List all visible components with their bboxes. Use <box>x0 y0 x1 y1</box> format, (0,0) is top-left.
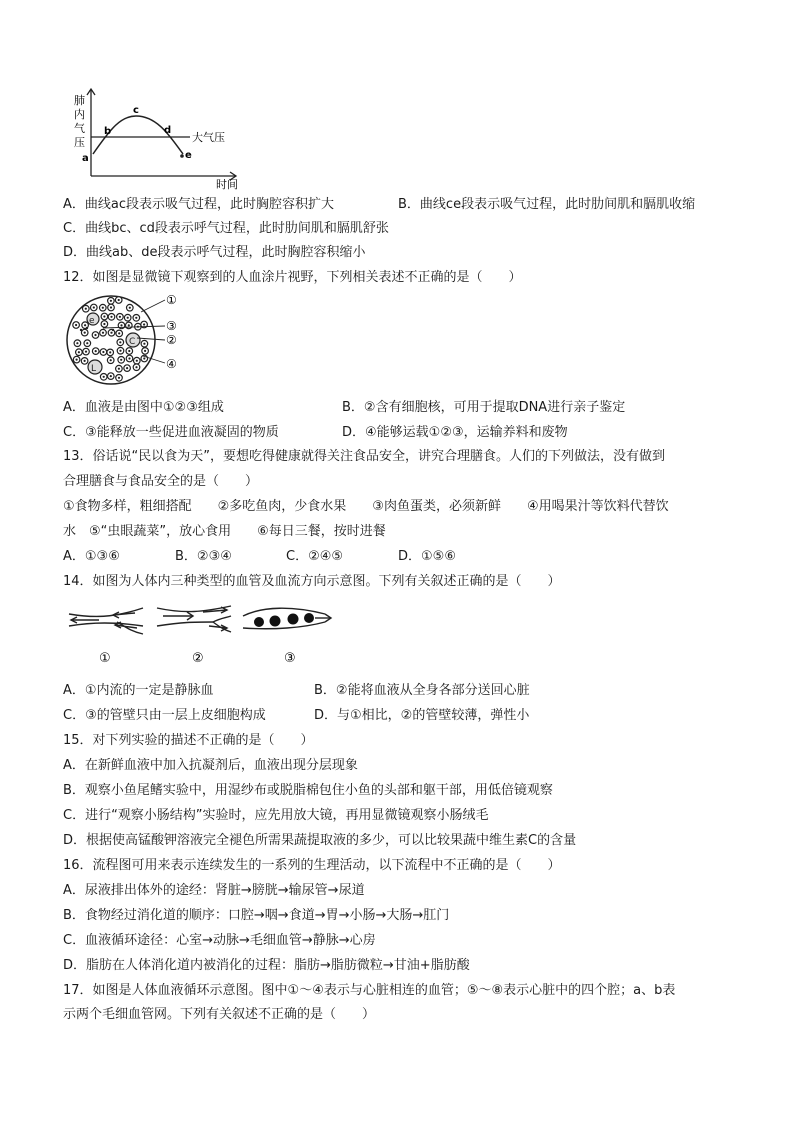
red-blood-cell-center <box>93 306 95 308</box>
label-4: ④ <box>166 357 177 371</box>
q12-option-c: C．③能释放一些促进血液凝固的物质 <box>63 425 279 440</box>
q16-stem: 16．流程图可用来表示连续发生的一系列的生理活动，以下流程中不正确的是（ ） <box>63 858 561 873</box>
red-blood-cell-center <box>75 324 77 326</box>
atmospheric-pressure-label: 大气压 <box>192 131 225 144</box>
point-label-d: d <box>164 125 172 136</box>
q15-option-a: A．在新鲜血液中加入抗凝剂后，血液出现分层现象 <box>63 758 358 773</box>
red-blood-cell-center <box>110 306 112 308</box>
capillary-blood-cells <box>254 613 314 627</box>
q16-option-d: D．脂肪在人体消化道内被消化的过程：脂肪→脂肪微粒→甘油+脂肪酸 <box>63 958 470 973</box>
q17-stem-line-1: 17．如图是人体血液循环示意图。图中①～④表示与心脏相连的血管；⑤～⑧表示心脏中的四个腔；a、b表 <box>63 983 676 998</box>
q13-stem-line-2: 合理膳食与食品安全的是（ ） <box>63 474 259 489</box>
q14-option-b: B．②能将血液从全身各部分送回心脏 <box>314 683 530 698</box>
q13-option-a: A．①③⑥ <box>63 549 120 564</box>
red-blood-cell-center <box>143 357 145 359</box>
q13-stem-line-1: 13．俗话说“民以食为天”，要想吃得健康就得关注食品安全，讲究合理膳食。人们的下列做法，没有做到 <box>63 449 666 464</box>
y-axis-label-char: 气 <box>74 122 85 135</box>
red-blood-cell-center <box>119 316 121 318</box>
q13-stem-line-4: 水 ⑤“虫眼蔬菜”，放心食用 ⑥每日三餐，按时进餐 <box>63 524 386 539</box>
red-blood-cell-center <box>76 342 78 344</box>
label-1: ① <box>166 293 177 307</box>
red-blood-cell-center <box>128 350 130 352</box>
red-blood-cell-center <box>94 334 96 336</box>
svg-text:L: L <box>91 364 97 374</box>
q16-option-b: B．食物经过消化道的顺序：口腔→咽→食道→胃→小肠→大肠→肛门 <box>63 908 450 923</box>
red-blood-cell-center <box>110 332 112 334</box>
q12-option-b: B．②含有细胞核，可用于提取DNA进行亲子鉴定 <box>342 400 626 415</box>
q13-stem-line-3: ①食物多样，粗细搭配 ②多吃鱼肉，少食水果 ③肉鱼蛋类，必须新鲜 ④用喝果汁等饮料代替饮 <box>63 499 669 514</box>
point-label-b: b <box>104 126 112 137</box>
red-blood-cell-center <box>127 317 129 319</box>
q12-stem: 12．如图是显微镜下观察到的人血涂片视野，下列相关表述不正确的是（ ） <box>63 270 522 285</box>
red-blood-cell-center <box>136 360 138 362</box>
point-label-e: e <box>185 150 192 161</box>
q14-option-d: D．与①相比，②的管壁较薄，弹性小 <box>314 708 530 723</box>
red-blood-cell-center <box>85 351 87 353</box>
red-blood-cell-center <box>102 307 104 309</box>
label-2: ② <box>166 333 177 347</box>
q15-option-b: B．观察小鱼尾鳍实验中，用湿纱布或脱脂棉包住小鱼的头部和躯干部，用低倍镜观察 <box>63 783 553 798</box>
q12-option-a: A．血液是由图中①②③组成 <box>63 400 224 415</box>
red-blood-cell-center <box>103 315 105 317</box>
point-label-c: c <box>133 105 139 116</box>
vessel-2 <box>157 606 231 632</box>
q11-option-d: D．曲线ab、de段表示呼气过程，此时胸腔容积缩小 <box>63 245 366 260</box>
red-blood-cell-center <box>78 351 80 353</box>
red-blood-cell-center <box>84 332 86 334</box>
q15-option-d: D．根据使高锰酸钾溶液完全褪色所需果蔬提取液的多少，可以比较果蔬中维生素C的含量 <box>63 833 577 848</box>
red-blood-cell-center <box>110 375 112 377</box>
red-blood-cell-center <box>76 359 78 361</box>
red-blood-cell-center <box>144 350 146 352</box>
blood-smear-figure <box>63 290 193 392</box>
red-blood-cell-center <box>126 367 128 369</box>
q12-option-d: D．④能够运载①②③，运输养料和废物 <box>342 425 568 440</box>
q15-option-c: C．进行“观察小肠结构”实验时，应先用放大镜，再用显微镜观察小肠绒毛 <box>63 808 489 823</box>
q14-option-c: C．③的管壁只由一层上皮细胞构成 <box>63 708 266 723</box>
red-blood-cell-center <box>143 323 145 325</box>
y-axis-label-char: 肺 <box>74 94 85 107</box>
svg-text:e: e <box>89 316 95 326</box>
red-blood-cell-center <box>110 316 112 318</box>
red-blood-cell-center <box>84 324 86 326</box>
vessel-label-2: ② <box>192 651 204 666</box>
red-blood-cell-center <box>103 376 105 378</box>
x-axis-label: 时间 <box>216 178 238 190</box>
point-e-marker <box>180 154 184 158</box>
svg-text:C: C <box>129 337 136 347</box>
red-blood-cell-center <box>86 342 88 344</box>
label-3: ③ <box>166 319 177 333</box>
red-blood-cell-center <box>119 350 121 352</box>
q16-option-a: A．尿液排出体外的途经：肾脏→膀胱→输尿管→尿道 <box>63 883 365 898</box>
q11-option-a: A．曲线ac段表示吸气过程，此时胸腔容积扩大 <box>63 197 335 212</box>
red-blood-cell-center <box>135 317 137 319</box>
red-blood-cell-center <box>120 324 122 326</box>
red-blood-cell-center <box>118 377 120 379</box>
red-blood-cell-center <box>95 350 97 352</box>
red-blood-cell-center <box>102 332 104 334</box>
red-blood-cell-center <box>129 307 131 309</box>
red-blood-cell-center <box>118 368 120 370</box>
q16-option-c: C．血液循环途径：心室→动脉→毛细血管→静脉→心房 <box>63 933 376 948</box>
blood-vessel-figure <box>63 600 338 668</box>
q11-option-b: B．曲线ce段表示吸气过程，此时肋间肌和膈肌收缩 <box>398 197 696 212</box>
red-blood-cell-center <box>143 343 145 345</box>
red-blood-cell-center <box>109 351 111 353</box>
q13-option-c: C．②④⑤ <box>286 549 344 564</box>
q13-option-b: B．②③④ <box>175 549 232 564</box>
vessel-1 <box>69 608 143 634</box>
red-blood-cell-center <box>110 300 112 302</box>
red-blood-cell-center <box>118 332 120 334</box>
red-blood-cell-center <box>85 308 87 310</box>
q11-option-c: C．曲线bc、cd段表示呼气过程，此时肋间肌和膈肌舒张 <box>63 221 389 236</box>
red-blood-cell-center <box>102 351 104 353</box>
red-blood-cell-center <box>128 324 130 326</box>
red-blood-cell-center <box>120 359 122 361</box>
y-axis-label-char: 压 <box>74 136 85 149</box>
q13-option-d: D．①⑤⑥ <box>398 549 456 564</box>
red-blood-cell-center <box>128 357 130 359</box>
red-blood-cell-center <box>135 366 137 368</box>
red-blood-cell-center <box>119 341 121 343</box>
lung-pressure-graph <box>66 86 256 190</box>
red-blood-cell-center <box>110 359 112 361</box>
red-blood-cell-center <box>103 323 105 325</box>
q14-stem: 14．如图为人体内三种类型的血管及血流方向示意图。下列有关叙述正确的是（ ） <box>63 574 561 589</box>
red-blood-cell-center <box>118 299 120 301</box>
vessel-label-1: ① <box>99 651 111 666</box>
y-axis-label-char: 内 <box>74 108 85 121</box>
q17-stem-line-2: 示两个毛细血管网。下列有关叙述不正确的是（ ） <box>63 1007 376 1022</box>
point-label-a: a <box>82 153 89 164</box>
vessel-label-3: ③ <box>284 651 296 666</box>
q14-option-a: A．①内流的一定是静脉血 <box>63 683 214 698</box>
red-blood-cell-center <box>84 360 86 362</box>
q15-stem: 15．对下列实验的描述不正确的是（ ） <box>63 733 314 748</box>
